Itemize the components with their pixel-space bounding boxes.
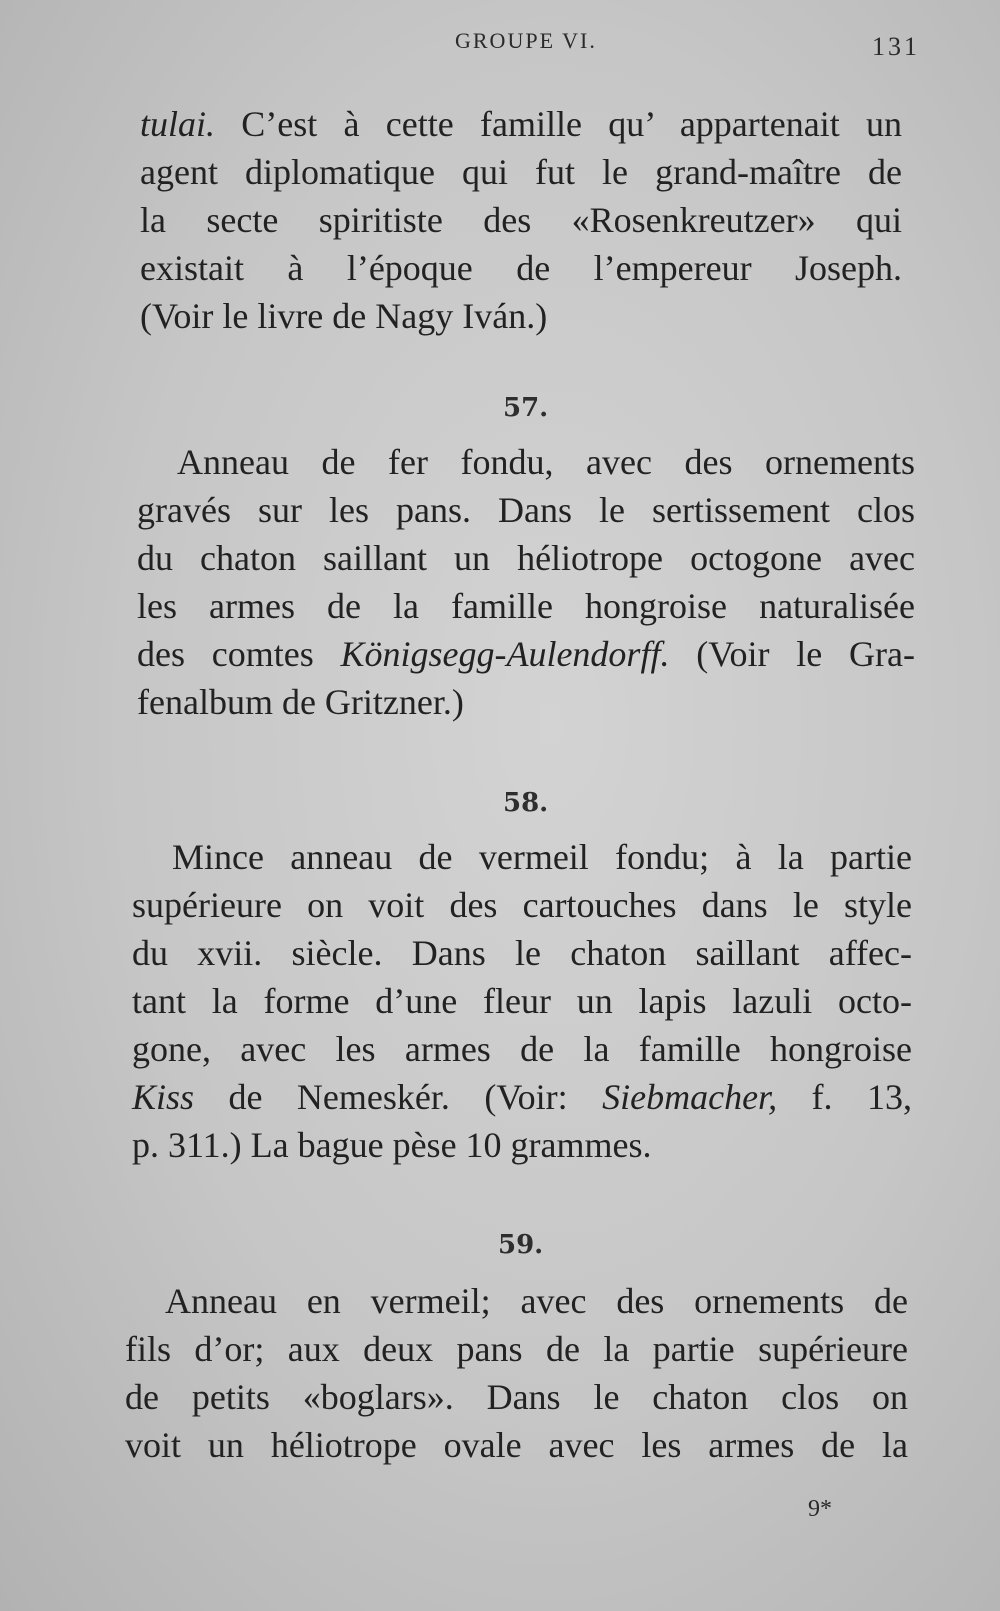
text-line: fils d’or; aux deux pans de la partie supérieure: [125, 1329, 908, 1369]
page-number: 131: [872, 32, 920, 61]
text-line: existait à l’époque de l’empereur Joseph.: [140, 248, 902, 288]
running-header: GROUPE VI.: [455, 28, 597, 53]
text-line: Kiss de Nemeskér. (Voir: Siebmacher, f. 13,: [132, 1077, 912, 1117]
text-line: la secte spiritiste des «Rosenkreutzer» qui: [140, 200, 902, 240]
entry-paragraph: [137, 438, 915, 726]
text-line: Anneau en vermeil; avec des ornements de: [165, 1281, 908, 1321]
text-line: p. 311.) La bague pèse 10 grammes.: [132, 1125, 652, 1165]
entry-number: 59.: [498, 1230, 544, 1260]
text-line: tulai. C’est à cette famille qu’ appartenait un: [140, 104, 902, 144]
text-line: des comtes Königsegg-Aulendorff. (Voir le Gra-: [137, 634, 915, 674]
text-line: voit un héliotrope ovale avec les armes de la: [125, 1425, 908, 1465]
text-line: du chaton saillant un héliotrope octogone avec: [137, 538, 915, 578]
text-line: Mince anneau de vermeil fondu; à la partie: [172, 837, 912, 877]
entry-paragraph: [132, 833, 912, 1169]
text-line: du xvii. siècle. Dans le chaton saillant affec-: [132, 933, 912, 973]
text-line: supérieure on voit des cartouches dans le style: [132, 885, 912, 925]
text-line: de petits «boglars». Dans le chaton clos on: [125, 1377, 908, 1417]
text-line: (Voir le livre de Nagy Iván.): [140, 296, 548, 336]
text-line: fenalbum de Gritzner.): [137, 682, 464, 722]
text-line: tant la forme d’une fleur un lapis lazuli octo-: [132, 981, 912, 1021]
entry-paragraph: [125, 1277, 908, 1469]
text-line: gone, avec les armes de la famille hongroise: [132, 1029, 912, 1069]
text-line: Anneau de fer fondu, avec des ornements: [177, 442, 915, 482]
text-line: agent diplomatique qui fut le grand-maître de: [140, 152, 902, 192]
intro-paragraph: [140, 100, 902, 340]
printer-signature: 9*: [808, 1496, 832, 1522]
entry-number: 58.: [503, 788, 549, 818]
text-line: les armes de la famille hongroise naturalisée: [137, 586, 915, 626]
text-line: gravés sur les pans. Dans le sertissement clos: [137, 490, 915, 530]
entry-number: 57.: [503, 393, 549, 423]
